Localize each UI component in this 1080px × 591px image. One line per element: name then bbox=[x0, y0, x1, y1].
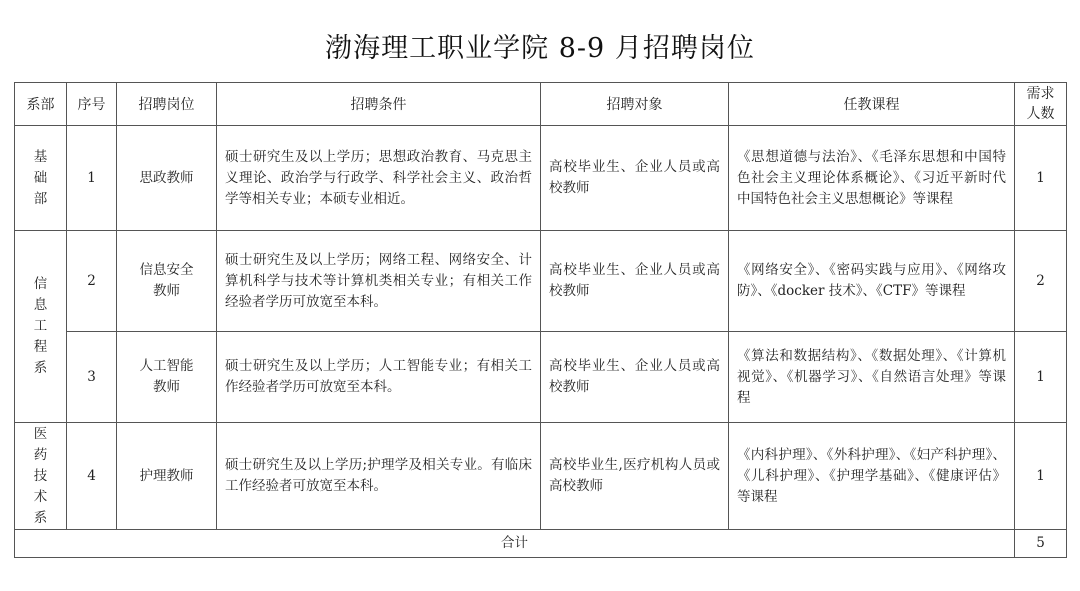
header-row bbox=[15, 83, 1067, 126]
courses-cell: 《思想道德与法治》、《毛泽东思想和中国特色社会主义理论体系概论》、《习近平新时代中国特色社会主义思想概论》等课程 bbox=[729, 126, 1015, 231]
table-row bbox=[15, 423, 1067, 530]
conditions-cell: 硕士研究生及以上学历；网络工程、网络安全、计算机科学与技术等计算机类相关专业；有相关工作经验者学历可放宽至本科。 bbox=[217, 231, 541, 332]
needed-cell: 1 bbox=[1015, 332, 1067, 423]
position-cell: 护理教师 bbox=[117, 423, 217, 530]
target-cell: 高校毕业生、企业人员或高校教师 bbox=[541, 332, 729, 423]
seq-cell: 3 bbox=[67, 332, 117, 423]
courses-cell: 《算法和数据结构》、《数据处理》、《计算机视觉》、《机器学习》、《自然语言处理》等课程 bbox=[729, 332, 1015, 423]
needed-cell: 1 bbox=[1015, 423, 1067, 530]
header-conditions: 招聘条件 bbox=[217, 83, 541, 126]
table-row bbox=[15, 332, 1067, 423]
table-row bbox=[15, 126, 1067, 231]
courses-cell: 《内科护理》、《外科护理》、《妇产科护理》、《儿科护理》、《护理学基础》、《健康评估》等课程 bbox=[729, 423, 1015, 530]
recruitment-table bbox=[14, 82, 1067, 558]
total-label: 合计 bbox=[15, 530, 1015, 558]
position-cell: 信息安全教师 bbox=[117, 231, 217, 332]
header-target: 招聘对象 bbox=[541, 83, 729, 126]
conditions-cell: 硕士研究生及以上学历；思想政治教育、马克思主义理论、政治学与行政学、科学社会主义、政治哲学等相关专业；本硕专业相近。 bbox=[217, 126, 541, 231]
dept-cell: 信息工程系 bbox=[15, 231, 67, 423]
position-cell: 思政教师 bbox=[117, 126, 217, 231]
header-dept: 系部 bbox=[15, 83, 67, 126]
seq-cell: 2 bbox=[67, 231, 117, 332]
header-needed: 需求人数 bbox=[1015, 83, 1067, 126]
target-cell: 高校毕业生、企业人员或高校教师 bbox=[541, 231, 729, 332]
conditions-cell: 硕士研究生及以上学历；人工智能专业；有相关工作经验者学历可放宽至本科。 bbox=[217, 332, 541, 423]
header-position: 招聘岗位 bbox=[117, 83, 217, 126]
needed-cell: 2 bbox=[1015, 231, 1067, 332]
total-value: 5 bbox=[1015, 530, 1067, 558]
target-cell: 高校毕业生,医疗机构人员或高校教师 bbox=[541, 423, 729, 530]
dept-cell: 医药技术系 bbox=[15, 423, 67, 530]
header-courses: 任教课程 bbox=[729, 83, 1015, 126]
seq-cell: 4 bbox=[67, 423, 117, 530]
target-cell: 高校毕业生、企业人员或高校教师 bbox=[541, 126, 729, 231]
needed-cell: 1 bbox=[1015, 126, 1067, 231]
conditions-cell: 硕士研究生及以上学历;护理学及相关专业。有临床工作经验者可放宽至本科。 bbox=[217, 423, 541, 530]
total-row bbox=[15, 530, 1067, 558]
dept-cell: 基础部 bbox=[15, 126, 67, 231]
header-seq: 序号 bbox=[67, 83, 117, 126]
table-row bbox=[15, 231, 1067, 332]
seq-cell: 1 bbox=[67, 126, 117, 231]
page-title: 渤海理工职业学院 8-9 月招聘岗位 bbox=[325, 33, 755, 64]
courses-cell: 《网络安全》、《密码实践与应用》、《网络攻防》、《docker 技术》、《CTF》等课程 bbox=[729, 231, 1015, 332]
position-cell: 人工智能教师 bbox=[117, 332, 217, 423]
